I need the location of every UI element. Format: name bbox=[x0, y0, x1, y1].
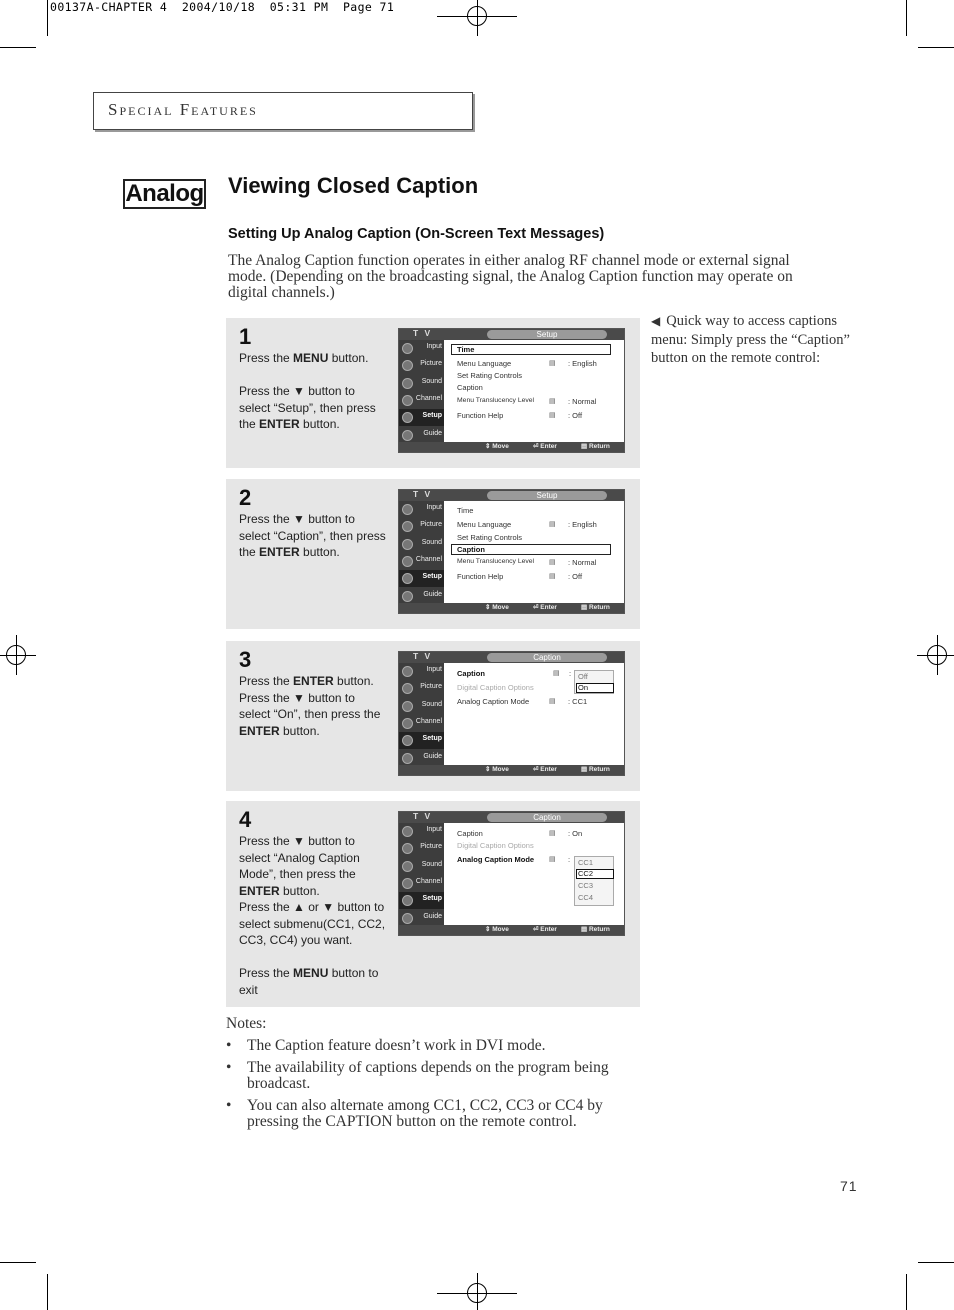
step-panel-2 bbox=[226, 479, 640, 629]
osd-content bbox=[445, 663, 625, 767]
menu-row-caption[interactable]: Caption bbox=[457, 669, 485, 678]
bullet-icon: • bbox=[226, 1097, 232, 1114]
guide-icon bbox=[402, 753, 413, 764]
picture-icon bbox=[402, 521, 413, 532]
sound-icon bbox=[402, 378, 413, 389]
crop-mark bbox=[0, 47, 36, 48]
print-slug: 00137A-CHAPTER 4 2004/10/18 05:31 PM Page 71 bbox=[50, 0, 395, 14]
input-icon bbox=[402, 343, 413, 354]
input-icon bbox=[402, 826, 413, 837]
option-cc3[interactable]: CC3 bbox=[578, 881, 594, 890]
osd-menu-sound[interactable]: Sound bbox=[399, 536, 444, 553]
quick-tip bbox=[651, 312, 871, 368]
crop-mark bbox=[47, 0, 48, 36]
menu-row-translucency[interactable]: Menu Translucency Level bbox=[457, 558, 535, 565]
footer-return: ▤ Return bbox=[581, 926, 610, 933]
footer-enter: ⏎ Enter bbox=[533, 766, 557, 773]
sound-icon bbox=[402, 861, 413, 872]
crop-mark bbox=[47, 1274, 48, 1310]
page-title: Viewing Closed Caption bbox=[228, 173, 479, 198]
setup-icon bbox=[402, 735, 413, 746]
osd-menu-channel[interactable]: Channel bbox=[399, 553, 444, 570]
menu-header: Caption bbox=[487, 653, 607, 662]
guide-icon bbox=[402, 913, 413, 924]
setup-icon bbox=[402, 412, 413, 423]
tv-label: T V bbox=[413, 489, 433, 499]
step-number: 1 bbox=[239, 324, 252, 349]
step-panel-4 bbox=[226, 801, 640, 1007]
caption-value: : On bbox=[568, 829, 583, 838]
sound-icon bbox=[402, 539, 413, 550]
option-cc1[interactable]: CC1 bbox=[578, 858, 594, 867]
option-on[interactable]: On bbox=[578, 683, 589, 692]
registration-mark bbox=[457, 1273, 497, 1310]
osd-menu-picture[interactable]: Picture bbox=[399, 518, 444, 535]
caption-colon: : bbox=[569, 669, 572, 678]
menu-row-rating[interactable]: Set Rating Controls bbox=[457, 533, 523, 542]
step-instructions: Press the ▼ button to select “Caption”, then press the ENTER button. bbox=[239, 512, 386, 559]
step-number: 3 bbox=[239, 647, 252, 672]
registration-mark bbox=[0, 635, 36, 675]
footer-move: ⇕ Move bbox=[485, 926, 509, 933]
picture-icon bbox=[402, 360, 413, 371]
translucency-value: : Normal bbox=[568, 397, 597, 406]
footer-move: ⇕ Move bbox=[485, 766, 509, 773]
osd-menu-channel[interactable]: Channel bbox=[399, 392, 444, 409]
quick-tip-text: Quick way to access captions menu: Simply press the “Caption” button on the remote control: bbox=[651, 313, 850, 366]
osd-menu-setup[interactable]: Setup bbox=[399, 732, 444, 749]
step-number: 2 bbox=[239, 485, 252, 510]
tv-screen-caption-mode bbox=[398, 811, 625, 936]
caption-onoff-dropdown[interactable] bbox=[574, 670, 614, 694]
osd-menu-sound[interactable]: Sound bbox=[399, 858, 444, 875]
picture-icon bbox=[402, 683, 413, 694]
channel-icon bbox=[402, 878, 413, 889]
step-instructions: Press the MENU button. Press the ▼ button to select “Setup”, then press the ENTER button. bbox=[239, 351, 376, 431]
osd-menu-sound[interactable]: Sound bbox=[399, 375, 444, 392]
picture-icon bbox=[402, 843, 413, 854]
footer-enter: ⏎ Enter bbox=[533, 926, 557, 933]
channel-icon bbox=[402, 718, 413, 729]
osd-sidebar bbox=[399, 663, 444, 767]
osd-sidebar bbox=[399, 340, 444, 444]
menu-row-translucency[interactable]: Menu Translucency Level bbox=[457, 397, 535, 404]
osd-menu-channel[interactable]: Channel bbox=[399, 715, 444, 732]
step-instructions: Press the ▼ button to select “Analog Caption Mode”, then press the ENTER button. Press the ▲ or ▼ button to select submenu(CC1, CC2, CC3, CC4) you want. Press the MENU button to exit bbox=[239, 834, 386, 997]
step-panel-1 bbox=[226, 318, 640, 468]
menu-row-digital-options: Digital Caption Options bbox=[457, 683, 534, 692]
osd-menu-sound[interactable]: Sound bbox=[399, 698, 444, 715]
bullet-icon: • bbox=[226, 1059, 232, 1076]
bullet-icon: • bbox=[226, 1037, 232, 1054]
crop-mark bbox=[918, 47, 954, 48]
osd-sidebar bbox=[399, 823, 444, 927]
menu-row-time[interactable]: Time bbox=[457, 345, 475, 354]
guide-icon bbox=[402, 591, 413, 602]
translucency-value: : Normal bbox=[568, 558, 597, 567]
language-value: : English bbox=[568, 520, 597, 529]
guide-icon bbox=[402, 430, 413, 441]
menu-row-help[interactable]: Function Help bbox=[457, 572, 504, 581]
note-item: • The availability of captions depends on the program being broadcast. bbox=[226, 1059, 609, 1092]
footer-enter: ⏎ Enter bbox=[533, 604, 557, 611]
osd-menu-input[interactable]: Input bbox=[399, 501, 444, 518]
footer-move: ⇕ Move bbox=[485, 443, 509, 450]
menu-header: Setup bbox=[487, 330, 607, 339]
menu-header: Setup bbox=[487, 491, 607, 500]
submenu-icon: ▤ bbox=[549, 412, 556, 419]
submenu-icon: ▤ bbox=[549, 521, 556, 528]
option-off[interactable]: Off bbox=[578, 672, 588, 681]
selection-highlight bbox=[451, 344, 611, 355]
channel-icon bbox=[402, 556, 413, 567]
setup-icon bbox=[402, 895, 413, 906]
tv-label: T V bbox=[413, 811, 433, 821]
submenu-icon: ▤ bbox=[549, 573, 556, 580]
osd-menu-picture[interactable]: Picture bbox=[399, 680, 444, 697]
submenu-icon: ▤ bbox=[549, 856, 556, 863]
osd-menu-setup[interactable]: Setup bbox=[399, 570, 444, 587]
menu-row-rating[interactable]: Set Rating Controls bbox=[457, 371, 523, 380]
menu-row-language[interactable]: Menu Language bbox=[457, 359, 512, 368]
osd-menu-channel[interactable]: Channel bbox=[399, 875, 444, 892]
tv-label: T V bbox=[413, 651, 433, 661]
input-icon bbox=[402, 504, 413, 515]
submenu-icon: ▤ bbox=[553, 670, 560, 677]
crop-mark bbox=[906, 1274, 907, 1310]
crop-mark bbox=[906, 0, 907, 36]
input-icon bbox=[402, 666, 413, 677]
section-title: Special Features bbox=[108, 100, 258, 119]
registration-mark bbox=[457, 0, 497, 36]
page-subtitle: Setting Up Analog Caption (On-Screen Text Messages) bbox=[228, 226, 605, 242]
analog-mode-colon: : bbox=[568, 855, 571, 864]
osd-sidebar bbox=[399, 501, 444, 605]
osd-menu-guide[interactable]: Guide bbox=[399, 910, 444, 927]
menu-header: Caption bbox=[487, 813, 607, 822]
note-item: • The Caption feature doesn’t work in DVI mode. bbox=[226, 1037, 546, 1054]
channel-icon bbox=[402, 395, 413, 406]
menu-row-analog-mode[interactable]: Analog Caption Mode bbox=[457, 855, 535, 864]
submenu-icon: ▤ bbox=[549, 398, 556, 405]
notes-section bbox=[226, 1016, 626, 1136]
osd-menu-input[interactable]: Input bbox=[399, 823, 444, 840]
step-instructions: Press the ENTER button. Press the ▼ button to select “On”, then press the ENTER button. bbox=[239, 674, 381, 738]
setup-icon bbox=[402, 573, 413, 584]
osd-menu-picture[interactable]: Picture bbox=[399, 357, 444, 374]
osd-content bbox=[445, 823, 625, 927]
analog-mode-value: : CC1 bbox=[568, 697, 588, 706]
analog-badge: Analog bbox=[123, 179, 206, 209]
menu-row-time[interactable]: Time bbox=[457, 506, 474, 515]
osd-menu-setup[interactable]: Setup bbox=[399, 409, 444, 426]
notes-heading: Notes: bbox=[226, 1015, 267, 1032]
menu-row-help[interactable]: Function Help bbox=[457, 411, 504, 420]
left-arrow-icon: ◀ bbox=[651, 314, 661, 328]
submenu-icon: ▤ bbox=[549, 559, 556, 566]
cc-mode-dropdown[interactable] bbox=[574, 856, 614, 906]
note-item: • You can also alternate among CC1, CC2, CC3 or CC4 by pressing the CAPTION button on the remote control. bbox=[226, 1097, 603, 1130]
crop-mark bbox=[0, 1262, 36, 1263]
crop-mark bbox=[918, 1262, 954, 1263]
page-number: 71 bbox=[840, 1178, 858, 1194]
menu-row-digital-options: Digital Caption Options bbox=[457, 841, 534, 850]
sound-icon bbox=[402, 701, 413, 712]
step-panel-3 bbox=[226, 641, 640, 791]
option-cc4[interactable]: CC4 bbox=[578, 893, 594, 902]
osd-menu-input[interactable]: Input bbox=[399, 340, 444, 357]
submenu-icon: ▤ bbox=[549, 830, 556, 837]
osd-menu-picture[interactable]: Picture bbox=[399, 840, 444, 857]
footer-return: ▤ Return bbox=[581, 766, 610, 773]
submenu-icon: ▤ bbox=[549, 698, 556, 705]
option-cc2[interactable]: CC2 bbox=[578, 869, 594, 878]
menu-row-analog-mode[interactable]: Analog Caption Mode bbox=[457, 697, 530, 706]
osd-content bbox=[445, 501, 625, 605]
osd-menu-guide[interactable]: Guide bbox=[399, 427, 444, 444]
step-number: 4 bbox=[239, 807, 252, 832]
intro-paragraph: The Analog Caption function operates in either analog RF channel mode or external signal mode. (Depending on the broadcasting signal, the Analog Caption function may operate on digital channels.) bbox=[228, 252, 793, 301]
menu-row-caption[interactable]: Caption bbox=[457, 829, 483, 838]
language-value: : English bbox=[568, 359, 597, 368]
submenu-icon: ▤ bbox=[549, 360, 556, 367]
menu-row-caption[interactable]: Caption bbox=[457, 383, 483, 392]
osd-content bbox=[445, 340, 625, 444]
osd-menu-guide[interactable]: Guide bbox=[399, 588, 444, 605]
osd-menu-guide[interactable]: Guide bbox=[399, 750, 444, 767]
footer-enter: ⏎ Enter bbox=[533, 443, 557, 450]
help-value: : Off bbox=[568, 411, 583, 420]
menu-row-caption[interactable]: Caption bbox=[457, 545, 485, 554]
osd-menu-input[interactable]: Input bbox=[399, 663, 444, 680]
footer-return: ▤ Return bbox=[581, 604, 610, 611]
osd-menu-setup[interactable]: Setup bbox=[399, 892, 444, 909]
menu-row-language[interactable]: Menu Language bbox=[457, 520, 512, 529]
footer-return: ▤ Return bbox=[581, 443, 610, 450]
tv-screen-setup bbox=[398, 328, 625, 453]
tv-label: T V bbox=[413, 328, 433, 338]
help-value: : Off bbox=[568, 572, 583, 581]
tv-screen-setup bbox=[398, 489, 625, 614]
registration-mark bbox=[917, 635, 954, 675]
footer-move: ⇕ Move bbox=[485, 604, 509, 611]
tv-screen-caption bbox=[398, 651, 625, 776]
